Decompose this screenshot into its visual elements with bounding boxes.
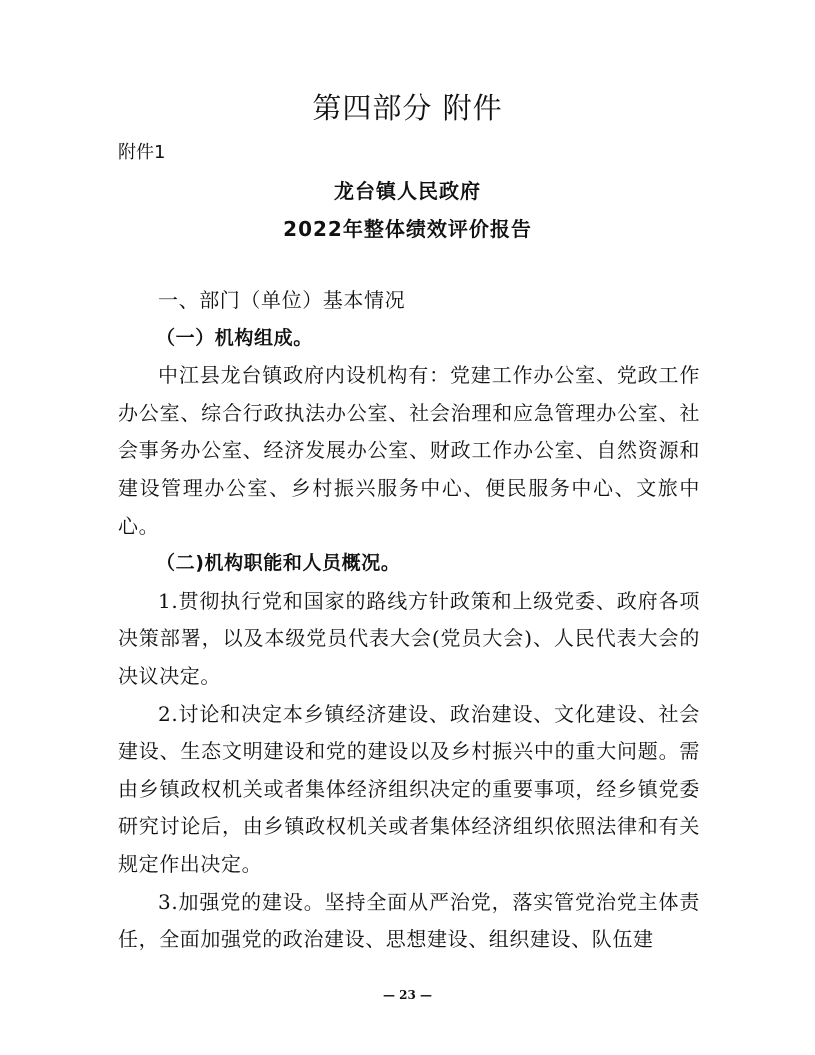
paragraph-item-1: 1.贯彻执行党和国家的路线方针政策和上级党委、政府各项决策部署，以及本级党员代表大会(党员大会)、人民代表大会的决议决定。 [118, 588, 700, 688]
report-title-line1: 龙台镇人民政府 [334, 179, 481, 203]
part-title: 第四部分 附件 [312, 91, 503, 125]
report-title-line2: 2022年整体绩效评价报告 [283, 217, 532, 241]
page-number: — 23 — [382, 988, 433, 1002]
paragraph-institutions: 中江县龙台镇政府内设机构有：党建工作办公室、党政工作办公室、综合行政执法办公室、社会治理和应急管理办公室、社会事务办公室、经济发展办公室、财政工作办公室、自然资源和建设管理办公室、乡村振兴服务中心、便民服务中心、文旅中心。 [118, 363, 700, 538]
paragraph-item-3: 3.加强党的建设。坚持全面从严治党，落实管党治党主体责任，全面加强党的政治建设、思想建设、组织建设、队伍建 [118, 889, 700, 952]
paragraph-item-2: 2.讨论和决定本乡镇经济建设、政治建设、文化建设、社会建设、生态文明建设和党的建设以及乡村振兴中的重大问题。需由乡镇政权机关或者集体经济组织决定的重要事项，经乡镇党委研究讨论后，由乡镇政权机关或者集体经济组织依照法律和有关规定作出决定。 [118, 701, 700, 876]
section-heading: 一、部门（单位）基本情况 [158, 288, 406, 312]
report-body [118, 282, 700, 959]
subsection-heading-1: （一）机构组成。 [156, 326, 313, 349]
subsection-heading-2: （二)机构职能和人员概况。 [156, 552, 401, 575]
attachment-label: 附件1 [118, 142, 166, 163]
